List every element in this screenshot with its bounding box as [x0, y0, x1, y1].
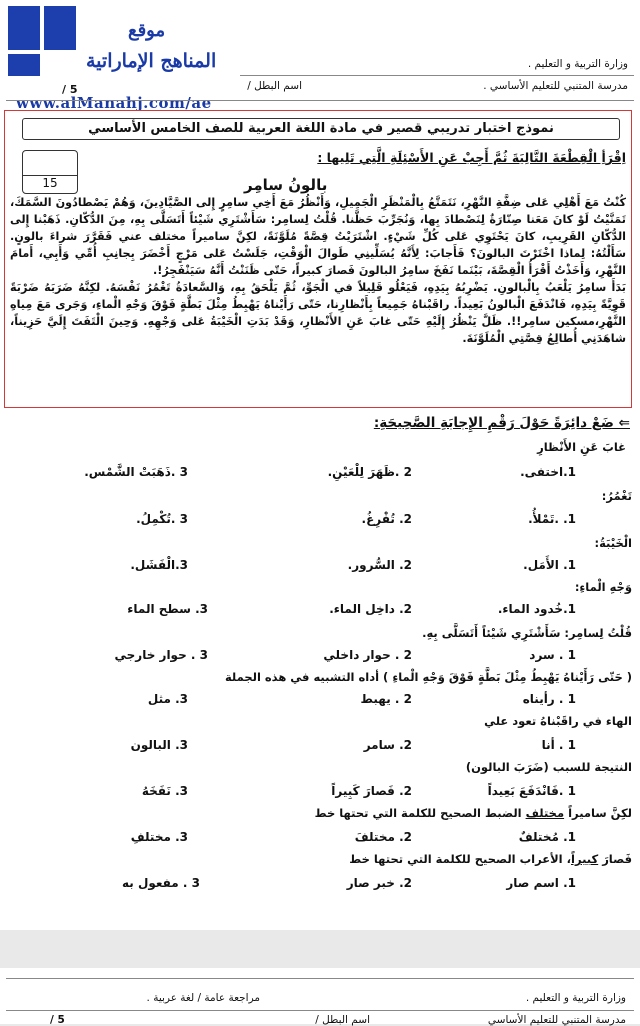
q6-option-3[interactable]: 3. مثل — [147, 692, 188, 706]
question-6: ( حَتّى رَأَيْناهُ يَهْبِطُ مِثْلَ بَطَّةٍ فَوْقَ وَجْهِ الْماءِ ) أداه التشبيه في هذه الجملة — [224, 670, 632, 684]
q3-option-2[interactable]: 2. السُّرور. — [347, 558, 412, 572]
question-10 — [349, 852, 632, 866]
q2-option-1[interactable]: 1. .تَمْلأُ. — [528, 512, 576, 526]
q9-option-3[interactable]: 3. مختلفِ — [130, 830, 188, 844]
q7-option-2[interactable]: 2. سامر — [363, 738, 412, 752]
q2-option-2[interactable]: 2. تُفْرِغُ. — [361, 512, 412, 526]
next-worksheet-page — [0, 968, 640, 1024]
story-title: بالونُ سامِر — [244, 176, 328, 194]
q9-text-post: الضبط الصحيح للكلمة التي تحتها خط — [314, 806, 526, 820]
score-total: 15 — [42, 176, 58, 190]
q10-underlined-word: كبيراً — [571, 852, 599, 866]
q5-option-2[interactable]: 2 . حوار داخلي — [323, 648, 412, 662]
header-divider — [6, 100, 634, 101]
exam-title: نموذج اختبار تدريبي قصير في مادة اللغة العربية للصف الخامس الأساسي — [22, 118, 620, 140]
q2-option-3[interactable]: 3 .تُكْمِلُ. — [136, 512, 188, 526]
q7-option-3[interactable]: 3. البالون — [130, 738, 188, 752]
question-4: وَجْهِ الْماءِ: — [574, 580, 632, 594]
question-5: قُلْتُ لِسامِر: سَأَشْتَرِي شَيْئاً أَتَسَلَّى بِهِ. — [422, 626, 632, 640]
passage-paragraph: بَدَأَ سامِرُ يَلْعَبُ بِالْبالونِ. يَضْرِبُهُ بِيَدِهِ، فَيَعْلُو قَلِيلاً في الْجَوِّ، ثُمَّ يَلْحَقُ بِهِ، وَالسَّعادَةُ تَغْمُرُ نَفْسَهُ. لكِنَّهُ ضَرَبَهُ ضَرْبَةً قَوِيَّةً بِيَدِهِ، فَانْدَفَعَ الْبالونُ بَعِيداً. راقَبْناهُ جَمِيعاً بِأَنْظارِنا، حَتّى رَأَيْناهُ يَهْبِطُ مِثْلَ بَطَّةٍ فَوْقَ وَجْهِ الْماءِ، وَجَرى مَعَ مِياهِ النَّهْرِ،مسكين سامِر!!. ظَلَّ يَنْظُرُ إِلَيْهِ حَتّى غابَ عَنِ الأَنْظارِ، وَقَدْ بَدَتِ الْخَيْبَةُ عَلى وَجْهِهِ. وَحِينَ الْتَفَتَ إِلَيَّ حَزِيناً، شاهَدَنِي أُطالِعُ قِصَّتِي الْمُلَوَّنَةَ. — [10, 281, 626, 345]
q5-option-3[interactable]: 3 . حوار خارجي — [114, 648, 208, 662]
logo-mark-icon — [8, 6, 40, 50]
page-count: / 5 — [62, 83, 78, 96]
q10-option-1[interactable]: 1. اسم صار — [506, 876, 576, 890]
reading-passage — [10, 194, 626, 347]
passage-paragraph: كُنْتُ مَعَ أَهْلِي عَلى ضِفَّةِ النَّهْرِ، نَتَمَتَّعُ بِالْمَنْظَرِ الْجَمِيلِ، وَأَنْظُرُ مَعَ أَخِي سامِرٍ إِلى الصَّيَّادِينَ، وَهُمْ يَصْطادُونَ السَّمَكَ، تَمَنَّيْتُ لَوْ كانَ مَعَنا صِنّارَةٌ لِنَصْطادَ بِها، وَنُجَرِّبَ حَظَّنا. قُلْتُ لِسامِر: سَأَشْتَرِي شَيْئاً أَتَسَلَّى بِهِ، مِنَ الدُّكّانِ. ذَهَبْنا إِلى الدُّكّانِ القَرِيبِ، كانَ يَحْتَوِي عَلى كُلِّ شَيْءٍ. اشْتَرَيْتُ قِصَّةً مُلَوَّنَةً، لكِنَّ ساميراً مختلف عني فَقَرَّرَ شراءَ بالونٍ. سَأَلْتُهُ: لِماذا اخْتَرْتَ البالونَ؟ فَأَجابَ: لِأَنَّهُ يُسَلِّينِي طَوالَ الْوَقْتِ، جَلَسْتُ عَلى مَرْجٍ أَخْضَرَ بِجانِبِ أُمِّي وَأَبِي، أَمامَ النَّهْرِ، وَأَخَذْتُ أَقْرَأُ الْقِصَّةَ، بَيْنَما نَفَخَ سامِرُ البالونَ فَصارَ كبيراً، حَتّى ظَنَنْتُ أَنَّهُ سَيَنْفَجِرُ!. — [10, 196, 626, 277]
q8-option-3[interactable]: 3. نَفَخَهُ — [141, 784, 188, 798]
q6-option-2[interactable]: 2 . يهبط — [360, 692, 412, 706]
q10-text-post: ، الأعراب الصحيح للكلمة التي تحتها خط — [349, 852, 571, 866]
ministry-name-2: وزارة التربية و التعليم . — [525, 992, 626, 1004]
q4-option-2[interactable]: 2. داخِل الماء. — [329, 602, 412, 616]
site-logo[interactable] — [8, 6, 243, 112]
header-divider — [6, 1010, 634, 1011]
logo-mark-block — [44, 6, 76, 50]
page-count-2: / 5 — [50, 1014, 65, 1026]
q1-option-3[interactable]: 3 .ذَهَبَتْ الشَّمْس. — [84, 465, 188, 479]
q9-option-2[interactable]: 2. مختلفَ — [354, 830, 412, 844]
q9-underlined-word: مختلف — [525, 806, 565, 820]
question-7: الهاء في راقَبْناهُ تعود علي — [484, 714, 632, 728]
q3-option-3[interactable]: 3.الْفَشَل. — [130, 558, 188, 572]
school-name: مدرسة المتنبي للتعليم الأساسي . — [483, 80, 628, 92]
question-3: الْخَيْبَةُ: — [594, 536, 632, 550]
student-name-label: اسم البطل / — [247, 80, 302, 92]
q10-option-3[interactable]: 3 . مفعول به — [121, 876, 200, 890]
q8-option-2[interactable]: 2. فَصارَ كَبِيراً — [331, 784, 412, 798]
q1-option-1[interactable]: 1.اختفى. — [520, 465, 576, 479]
question-9 — [315, 806, 632, 820]
logo-word-name: المناهج الإماراتية — [86, 50, 217, 72]
logo-url[interactable]: www.alManahj.com/ae — [16, 94, 212, 112]
questions-header: ⇐ ضَعْ دائِرَةً حَوْلَ رَقْمِ الإِجابَةِ الصَّحِيحَةِ: — [373, 415, 630, 431]
q9-text-pre: لكِنَّ ساميراً — [564, 806, 632, 820]
q6-option-1[interactable]: 1 . رأيناه — [522, 692, 576, 706]
logo-word-site: موقع — [128, 20, 166, 41]
q10-text-pre: فَصارَ — [598, 852, 632, 866]
questions-header-text: ضَعْ دائِرَةً حَوْلَ رَقْمِ الإِجابَةِ الصَّحِيحَةِ: — [373, 415, 614, 431]
question-1: غابَ عَنِ الأَنْظارِ — [537, 440, 626, 454]
q5-option-1[interactable]: 1 . سرد — [529, 648, 576, 662]
q8-option-1[interactable]: 1 .فَانْدَفَعَ بَعِيداً — [487, 784, 576, 798]
q10-option-2[interactable]: 2. خبر صار — [346, 876, 412, 890]
reading-instruction: اِقْرَأِ الْقِطْعَةَ التَّالِيَةَ ثُمَّ أَجِبْ عَنِ الأَسْئِلَةِ الَّتِي تَلِيها : — [317, 150, 626, 165]
q9-option-1[interactable]: 1. مُختلفٌ — [518, 830, 576, 844]
ministry-name: وزارة التربية و التعليم . — [527, 58, 628, 70]
q4-option-3[interactable]: 3. سطح الماء — [127, 602, 208, 616]
school-name-2: مدرسة المتنبي للتعليم الأساسي — [487, 1014, 626, 1026]
review-label: مراجعة عامة / لغة عربية . — [146, 992, 260, 1004]
question-2: تَغْمُرُ: — [601, 489, 632, 503]
question-8: النتيجة للسبب (ضَرَبَ البالون) — [465, 760, 632, 774]
header-divider — [240, 75, 634, 76]
header-divider — [6, 978, 634, 979]
q1-option-2[interactable]: 2 .ظَهَرَ لِلْعَيْنِ. — [327, 465, 412, 479]
student-name-label-2: اسم البطل / — [315, 1014, 370, 1026]
q3-option-1[interactable]: 1. الأَمَل. — [523, 558, 576, 572]
score-box — [22, 150, 78, 194]
logo-mark-block — [8, 54, 40, 76]
q7-option-1[interactable]: 1 . أنا — [541, 738, 576, 752]
q4-option-1[interactable]: 1.خُدود الماء. — [497, 602, 576, 616]
